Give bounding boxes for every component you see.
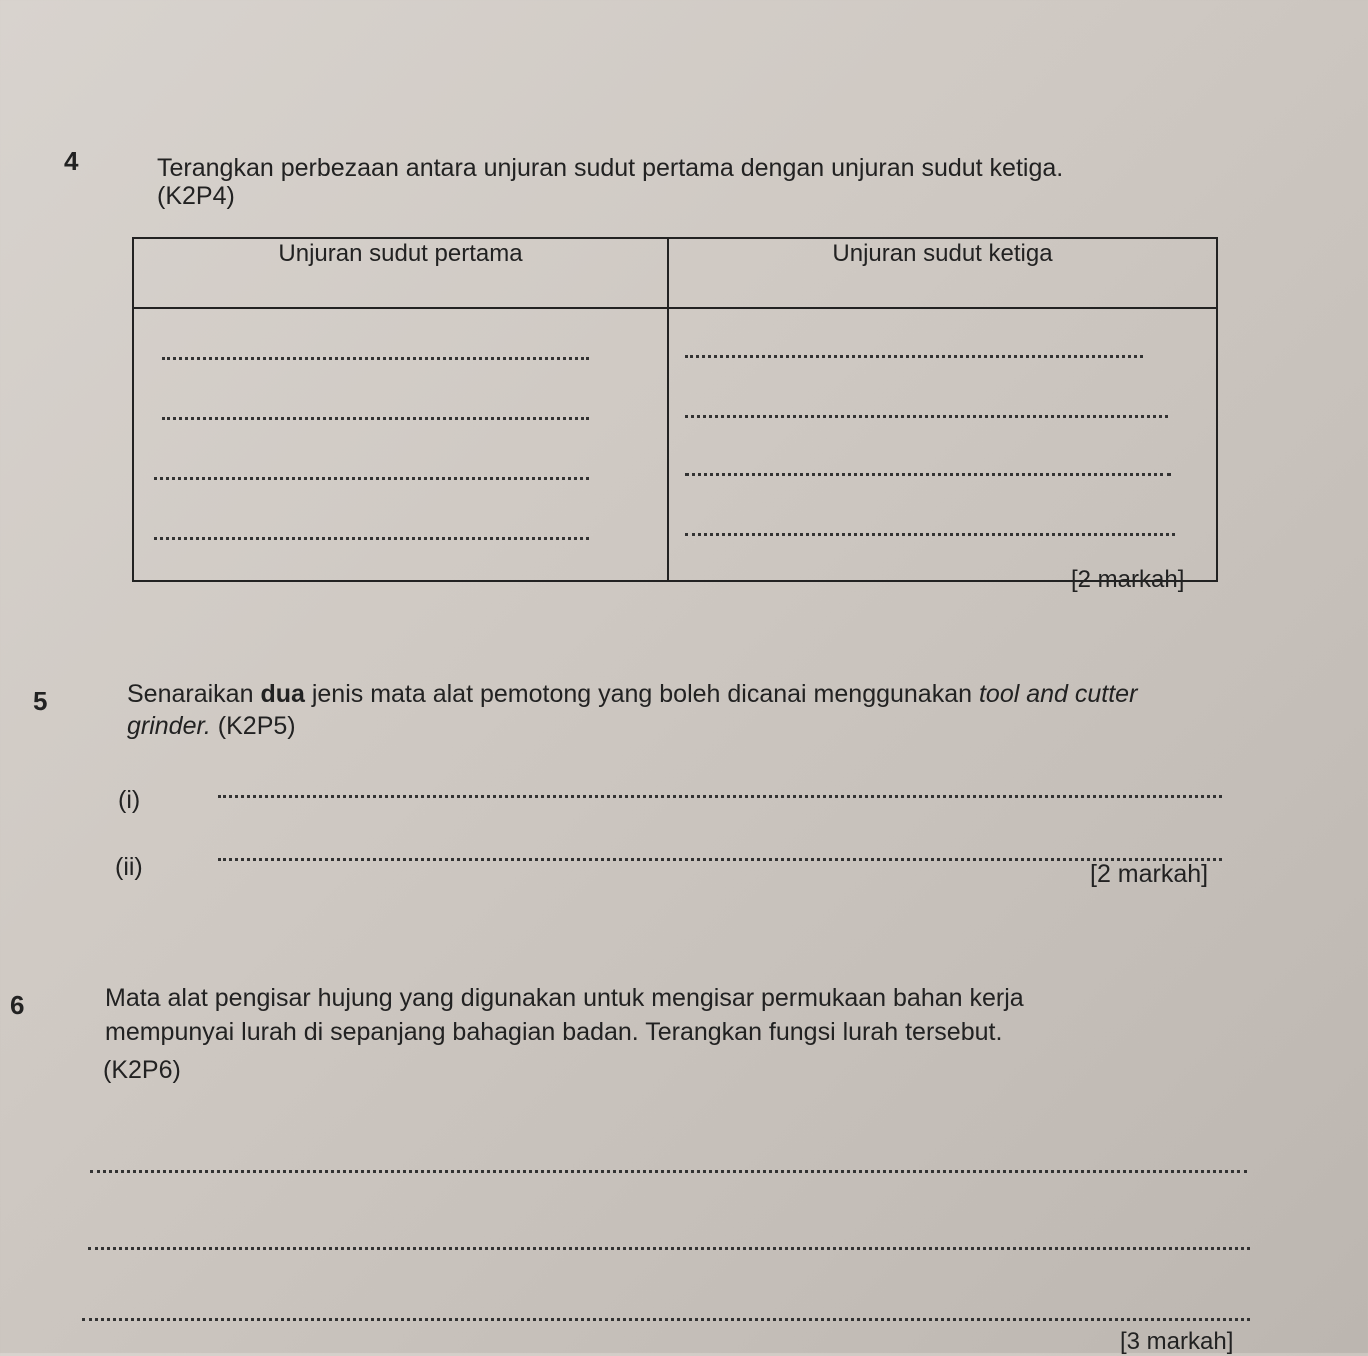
question-6-text-line2: mempunyai lurah di sepanjang bahagian badan. Terangkan fungsi lurah tersebut. bbox=[105, 1018, 1003, 1046]
question-6-answer-line-3[interactable] bbox=[82, 1318, 1250, 1321]
question-6-answer-line-2[interactable] bbox=[88, 1247, 1250, 1250]
question-5-item-label: (ii) bbox=[115, 853, 143, 881]
question-5-answer-line-2[interactable] bbox=[218, 858, 1222, 861]
question-5-text-bold: dua bbox=[260, 680, 305, 708]
question-5-item-label: (i) bbox=[118, 786, 141, 814]
question-5-text-italic: tool and cutter grinder. bbox=[127, 680, 1138, 740]
table-header-first-angle: Unjuran sudut pertama bbox=[133, 238, 668, 308]
question-6-number: 6 bbox=[10, 990, 25, 1020]
question-5-marks: [2 markah] bbox=[1090, 860, 1209, 888]
third-angle-answer-cell[interactable] bbox=[668, 308, 1217, 581]
question-6-marks: [3 markah] bbox=[1120, 1328, 1234, 1355]
question-4-text: Terangkan perbezaan antara unjuran sudut pertama dengan unjuran sudut ketiga. bbox=[157, 154, 1064, 182]
question-6-answer-line-1[interactable] bbox=[90, 1170, 1247, 1173]
question-5-answer-line-1[interactable] bbox=[218, 795, 1222, 798]
table-header-third-angle: Unjuran sudut ketiga bbox=[668, 238, 1217, 308]
answer-table bbox=[132, 237, 1218, 582]
question-5-text-part1: Senaraikan bbox=[127, 680, 261, 708]
question-5-text bbox=[127, 678, 1227, 742]
question-4-code: (K2P4) bbox=[157, 182, 235, 210]
question-6-code: (K2P6) bbox=[103, 1056, 181, 1084]
question-4-number: 4 bbox=[64, 146, 79, 176]
question-4-marks: [2 markah] bbox=[1071, 566, 1185, 593]
question-5-code: (K2P5) bbox=[217, 712, 296, 740]
question-6-text-line1: Mata alat pengisar hujung yang digunakan untuk mengisar permukaan bahan kerja bbox=[105, 984, 1024, 1012]
question-5-text-part2: jenis mata alat pemotong yang boleh dicanai menggunakan bbox=[304, 680, 979, 708]
first-angle-answer-cell[interactable] bbox=[133, 308, 668, 581]
question-5-number: 5 bbox=[33, 686, 48, 716]
